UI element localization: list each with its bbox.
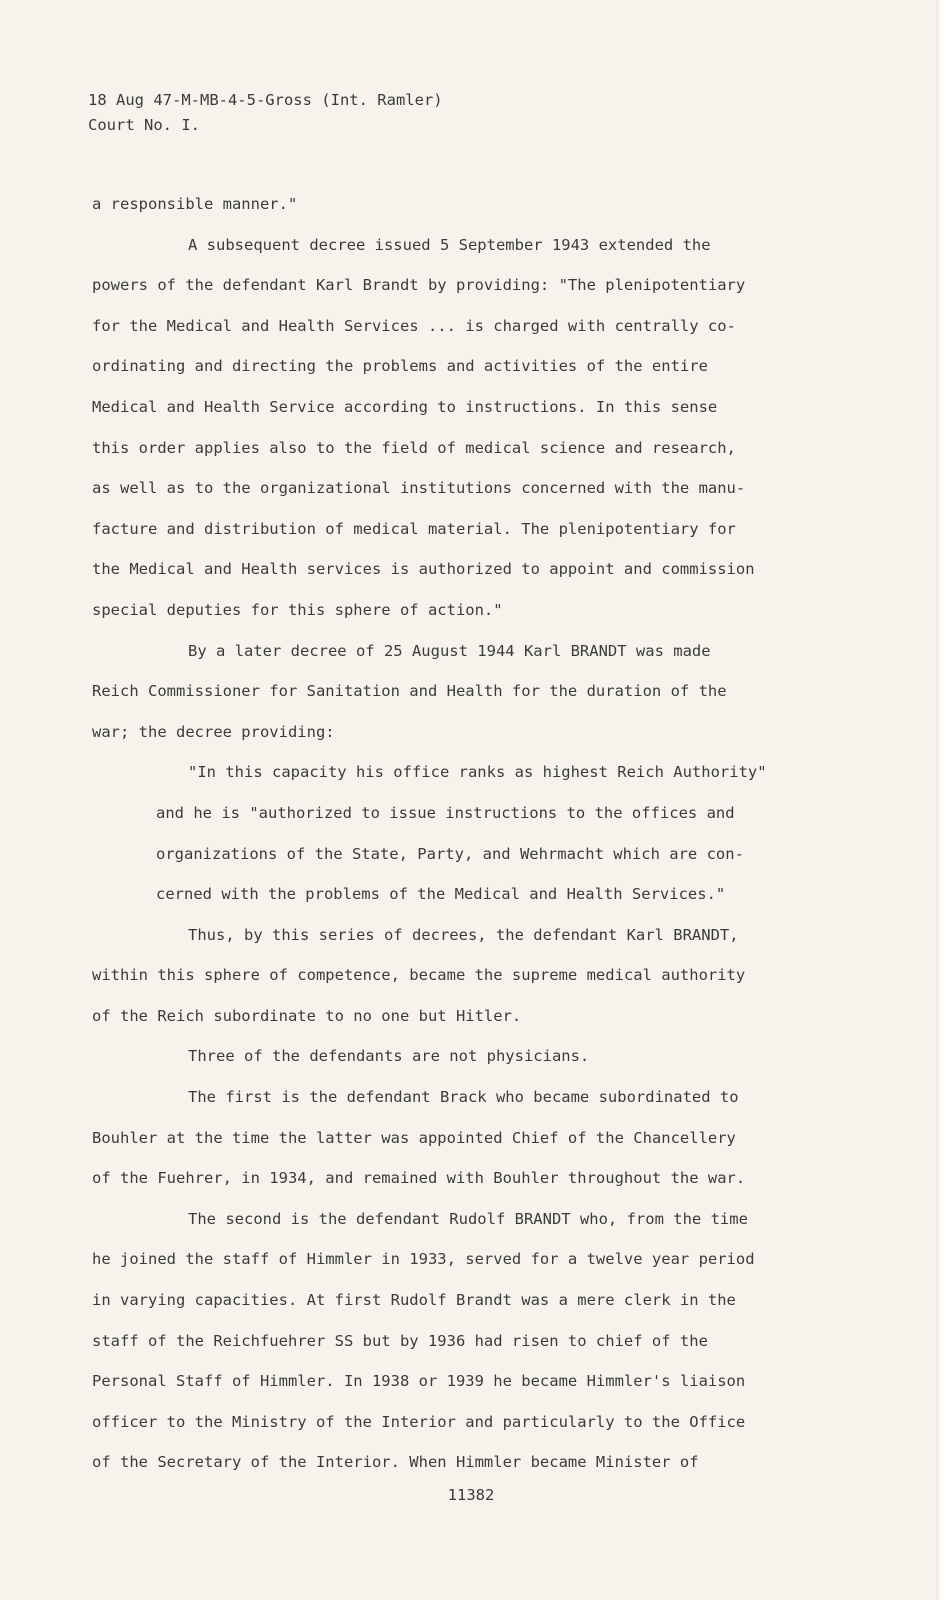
header-court-line: Court No. I. [88,116,200,134]
text-line: a responsible manner." [92,195,298,213]
text-line: Three of the defendants are not physicians. [188,1047,590,1066]
text-line: The first is the defendant Brack who became subordinated to [188,1088,739,1107]
text-line: the Medical and Health services is authorized to appoint and commission [92,560,755,579]
text-line: for the Medical and Health Services ... is charged with centrally co- [92,316,736,335]
text-line: powers of the defendant Karl Brandt by providing: "The plenipotentiary [92,276,746,295]
text-line: of the Reich subordinate to no one but Hitler. [92,1006,522,1025]
text-line: organizations of the State, Party, and Wehrmacht which are con- [156,844,744,863]
text-line: Personal Staff of Himmler. In 1938 or 1939 he became Himmler's liaison [92,1372,746,1391]
text-line: Medical and Health Service according to instructions. In this sense [92,397,718,416]
text-line: staff of the Reichfuehrer SS but by 1936 had risen to chief of the [92,1331,708,1350]
page-number: 11382 [447,1486,495,1504]
text-line: facture and distribution of medical material. The plenipotentiary for [92,519,736,538]
text-line: officer to the Ministry of the Interior and particularly to the Office [92,1412,746,1431]
page-edge [936,0,942,1600]
text-line: Bouhler at the time the latter was appointed Chief of the Chancellery [92,1128,736,1147]
text-line: cerned with the problems of the Medical and Health Services." [156,885,726,904]
document-body [92,184,822,1483]
text-line: Thus, by this series of decrees, the defendant Karl BRANDT, [188,925,739,944]
text-line: of the Secretary of the Interior. When Himmler became Minister of [92,1453,699,1472]
text-line: in varying capacities. At first Rudolf Brandt was a mere clerk in the [92,1291,736,1310]
text-line: this order applies also to the field of medical science and research, [92,438,736,457]
text-line: within this sphere of competence, became the supreme medical authority [92,966,746,985]
text-line: as well as to the organizational institutions concerned with the manu- [92,479,746,498]
text-line: By a later decree of 25 August 1944 Karl BRANDT was made [188,641,711,660]
text-line: ordinating and directing the problems and activities of the entire [92,357,708,376]
text-line: special deputies for this sphere of action." [92,600,503,619]
text-line: The second is the defendant Rudolf BRANDT who, from the time [188,1209,748,1228]
text-line: of the Fuehrer, in 1934, and remained with Bouhler throughout the war. [92,1169,746,1188]
text-line: A subsequent decree issued 5 September 1943 extended the [188,235,711,254]
text-line: he joined the staff of Himmler in 1933, served for a twelve year period [92,1250,755,1269]
document-header [88,88,443,138]
text-line: Reich Commissioner for Sanitation and Health for the duration of the [92,682,727,701]
text-line: and he is "authorized to issue instructions to the offices and [156,803,735,822]
text-line: "In this capacity his office ranks as highest Reich Authority" [188,763,767,782]
header-session-line: 18 Aug 47-M-MB-4-5-Gross (Int. Ramler) [88,91,443,109]
text-line: war; the decree providing: [92,722,335,741]
